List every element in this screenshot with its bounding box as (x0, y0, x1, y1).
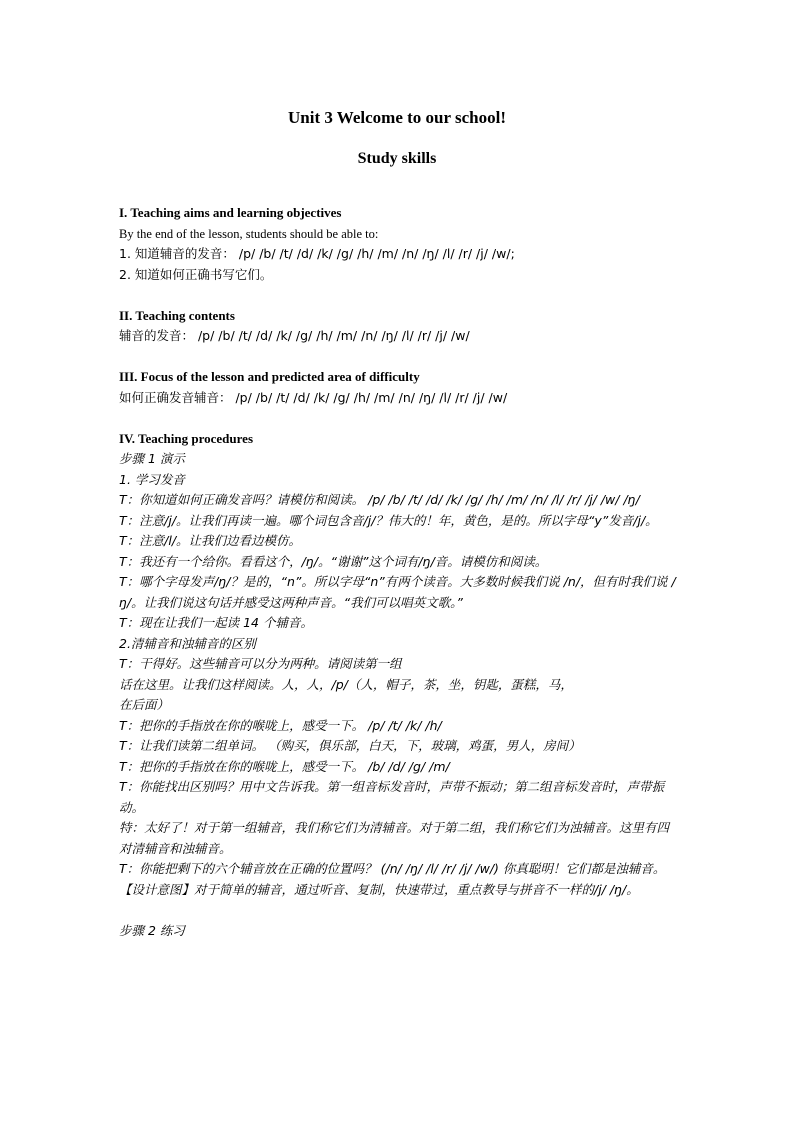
section-heading-contents: II. Teaching contents (119, 307, 235, 323)
procedure-line: T：把你的手指放在你的喉咙上，感受一下。 /p/ /t/ /k/ /h/ (119, 717, 442, 733)
procedure-line: T：把你的手指放在你的喉咙上，感受一下。 /b/ /d/ /g/ /m/ (119, 758, 450, 774)
focus-text: 如何正确发音辅音： /p/ /b/ /t/ /d/ /k/ /g/ /h/ /m/ /n/ /ŋ/ /l/ /r/ /j/ /w/ (119, 389, 508, 405)
step-2-heading: 步骤 2 练习 (119, 922, 185, 938)
section-heading-focus: III. Focus of the lesson and predicted area of difficulty (119, 369, 420, 384)
document-subtitle: Study skills (357, 150, 437, 167)
procedure-line: 2.清辅音和浊辅音的区别 (119, 635, 256, 651)
design-intent-note: 【设计意图】对于简单的辅音，通过听音、复制，快速带过，重点教导与拼音不一样的/j/ /ŋ/。 (119, 881, 639, 897)
procedure-line: T：我还有一个给你。看看这个，/ŋ/。“谢谢”这个词有/ŋ/音。请模仿和阅读。 (119, 553, 548, 569)
procedure-line: T：让我们读第二组单词。 （购买，俱乐部，白天，下，玻璃，鸡蛋，男人，房间） (119, 738, 581, 753)
document-title: Unit 3 Welcome to our school! (288, 108, 506, 127)
procedure-line: 在后面） (119, 697, 170, 712)
section-heading-procedures: IV. Teaching procedures (119, 430, 254, 446)
document-body (119, 203, 679, 941)
procedure-line: T：你知道如何正确发音吗？请模仿和阅读。 /p/ /b/ /t/ /d/ /k/ /g/ /h/ /m/ /n/ /l/ /r/ /j/ /w/ /ŋ/ (119, 492, 640, 507)
procedure-line: T：哪个字母发声/ŋ/？是的，“n”。所以字母“n”有两个读音。大多数时候我们说 /n/，但有时我们说 /ŋ/。让我们说这句话并感受这两种声音。“我们可以唱英文歌。” (119, 574, 676, 610)
procedure-line: 话在这里。让我们这样阅读。人，人，/p/（人，帽子，茶，坐，钥匙，蛋糕，马， (119, 676, 573, 692)
aims-intro: By the end of the lesson, students should be able to: (119, 226, 379, 241)
procedure-line: 特：太好了！对于第一组辅音，我们称它们为清辅音。对于第二组，我们称它们为浊辅音。这里有四对清辅音和浊辅音。 (119, 820, 670, 856)
procedure-line: T：干得好。这些辅音可以分为两种。请阅读第一组 (119, 656, 402, 671)
section-heading-aims: I. Teaching aims and learning objectives (119, 205, 342, 220)
procedure-line: T：现在让我们一起读 14 个辅音。 (119, 615, 313, 630)
procedure-line: 步骤 1 演示 (119, 451, 185, 466)
contents-text: 辅音的发音： /p/ /b/ /t/ /d/ /k/ /g/ /h/ /m/ /n/ /ŋ/ /l/ /r/ /j/ /w/ (119, 328, 470, 343)
procedure-line: T：注意/j/。让我们再读一遍。哪个词包含音/j/？伟大的！年，黄色，是的。所以字母“y”发音/j/。 (119, 512, 658, 528)
aims-item-1: 1. 知道辅音的发音： /p/ /b/ /t/ /d/ /k/ /g/ /h/ /m/ /n/ /ŋ/ /l/ /r/ /j/ /w/; (119, 246, 515, 261)
procedure-line: T：你能找出区别吗？用中文告诉我。第一组音标发音时，声带不振动；第二组音标发音时，声带振动。 (119, 779, 665, 815)
procedure-line: T：你能把剩下的六个辅音放在正确的位置吗？ (/n/ /ŋ/ /l/ /r/ /j/ /w/) 你真聪明！它们都是浊辅音。 (119, 861, 666, 876)
procedure-line: 1. 学习发音 (119, 471, 185, 487)
aims-item-2: 2. 知道如何正确书写它们。 (119, 266, 273, 282)
procedure-line: T：注意/l/。让我们边看边模仿。 (119, 533, 302, 548)
